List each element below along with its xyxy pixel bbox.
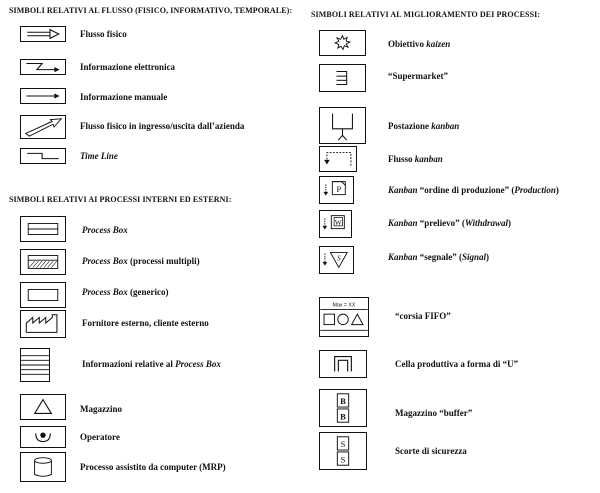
flow-item-label: Flusso fisico in ingresso/uscita dall’azienda — [80, 121, 245, 131]
process-box-icon — [20, 216, 66, 242]
buffer-glyph: B — [340, 411, 346, 422]
improvement-item-label: Magazzino “buffer” — [395, 408, 473, 418]
external-supplier-factory-icon — [20, 310, 66, 338]
operator-icon — [20, 426, 66, 448]
physical-flow-arrow-icon — [20, 26, 66, 42]
computer-cylinder-icon — [20, 452, 66, 482]
improvement-item-label: Postazione kanban — [388, 121, 460, 131]
process-data-box-icon — [20, 348, 50, 382]
buffer-glyph: B — [340, 396, 346, 407]
process-item-label: Fornitore esterno, cliente esterno — [82, 318, 209, 328]
improvement-item-label: “corsia FIFO” — [395, 311, 451, 321]
buffer-stock-icon — [319, 389, 367, 427]
production-kanban-icon — [319, 176, 354, 204]
signal-kanban-icon — [319, 246, 354, 274]
inbound-outbound-flow-icon — [20, 115, 66, 139]
process-symbols-heading: SIMBOLI RELATIVI AI PROCESSI INTERNI ED ESTERNI: — [9, 195, 232, 204]
supermarket-icon — [319, 64, 366, 92]
flow-item-label: Flusso fisico — [80, 29, 127, 39]
improvement-item-label: Kanban “ordine di produzione” (Production) — [388, 185, 559, 195]
process-item-label: Operatore — [80, 432, 120, 442]
fifo-lane-icon — [319, 297, 369, 337]
withdrawal-kanban-icon — [319, 210, 352, 238]
improvement-item-label: Kanban “segnale” (Signal) — [388, 252, 490, 262]
u-cell-icon — [319, 350, 367, 378]
safety-glyph: S — [340, 454, 346, 465]
inventory-triangle-icon — [20, 394, 66, 420]
kanban-glyph: S — [336, 253, 341, 263]
process-item-label: Magazzino — [80, 404, 122, 414]
improvement-item-label: Scorte di sicurezza — [395, 446, 467, 456]
process-item-label: Processo assistito da computer (MRP) — [80, 462, 226, 472]
fifo-max-label: Max = XX — [332, 302, 356, 309]
process-item-label: Process Box (processi multipli) — [82, 256, 200, 266]
improvement-item-label: Kanban “prelievo” (Withdrawal) — [388, 218, 512, 228]
kaizen-burst-icon — [319, 30, 366, 56]
process-item-label: Process Box — [82, 225, 128, 235]
kanban-glyph: P — [336, 184, 342, 194]
kanban-flow-icon — [319, 146, 357, 172]
kanban-post-icon — [319, 107, 366, 144]
flow-symbols-heading: SIMBOLI RELATIVI AL FLUSSO (FISICO, INFORMATIVO, TEMPORALE): — [9, 6, 293, 15]
manual-info-arrow-icon — [20, 88, 66, 104]
improvement-item-label: “Supermarket” — [388, 71, 448, 81]
process-item-label: Process Box (generico) — [82, 287, 169, 297]
kanban-glyph: W — [334, 217, 342, 227]
improvement-symbols-heading: SIMBOLI RELATIVI AL MIGLIORAMENTO DEI PROCESSI: — [311, 10, 541, 19]
flow-item-label: Informazione elettronica — [80, 62, 176, 72]
time-line-icon — [20, 148, 66, 164]
safety-stock-icon — [319, 432, 367, 470]
improvement-item-label: Obiettivo kaizen — [388, 39, 451, 49]
process-item-label: Informazioni relative al Process Box — [82, 359, 221, 369]
flow-item-label: Informazione manuale — [80, 92, 168, 102]
improvement-item-label: Flusso kanban — [388, 154, 443, 164]
generic-process-box-icon — [20, 282, 66, 308]
multiple-process-box-icon — [20, 249, 66, 275]
safety-glyph: S — [340, 439, 346, 450]
flow-item-label: Time Line — [80, 151, 118, 161]
electronic-info-arrow-icon — [20, 59, 66, 75]
improvement-item-label: Cella produttiva a forma di “U” — [395, 359, 519, 369]
